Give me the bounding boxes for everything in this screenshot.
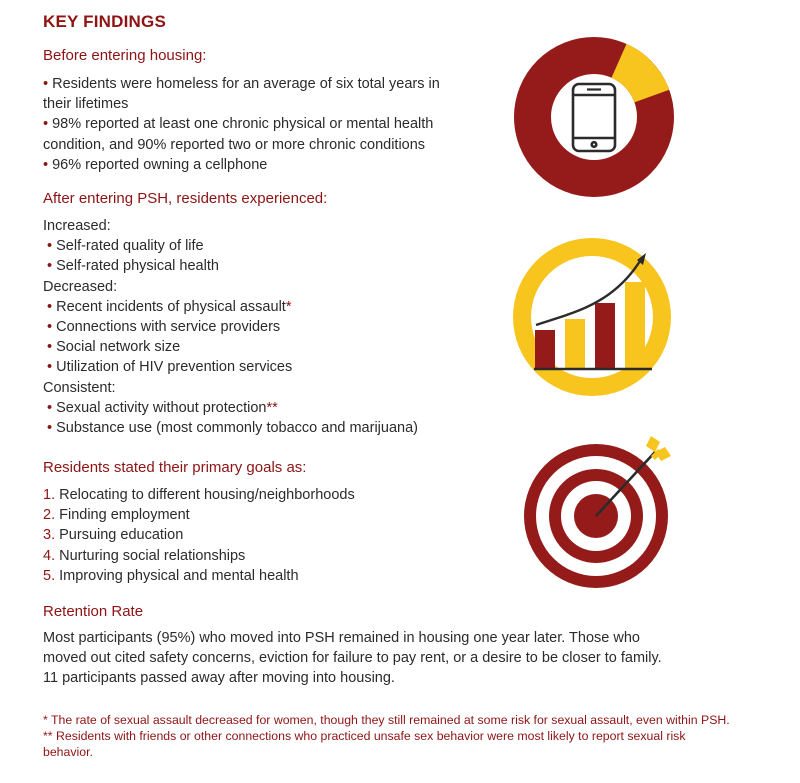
- paragraph-line: 11 participants passed away after moving into housing.: [43, 670, 395, 687]
- paragraph-line: Most participants (95%) who moved into PSH remained in housing one year later. Those who: [43, 630, 640, 646]
- list-item: • Recent incidents of physical assault*: [47, 298, 292, 315]
- chart-bar: [625, 282, 645, 368]
- list-item: • Substance use (most commonly tobacco and marijuana): [47, 420, 418, 437]
- consistent-label: Consistent:: [43, 379, 116, 396]
- list-item: • Self-rated quality of life: [47, 238, 204, 255]
- list-item: • Utilization of HIV prevention services: [47, 359, 293, 376]
- before-list: [43, 74, 440, 175]
- list-item: 4. Nurturing social relationships: [43, 547, 246, 564]
- before-heading: Before entering housing:: [43, 47, 207, 64]
- page-title: KEY FINDINGS: [43, 12, 166, 31]
- list-item: 3. Pursuing education: [43, 527, 184, 544]
- after-heading: After entering PSH, residents experienced:: [43, 190, 328, 207]
- list-item: • Sexual activity without protection**: [47, 399, 278, 416]
- footnote-marker: **: [266, 399, 278, 416]
- donut-remainder-segment: [619, 61, 652, 96]
- list-item: • Self-rated physical health: [47, 258, 219, 275]
- list-item: • 98% reported at least one chronic physical or mental health: [43, 116, 434, 133]
- decreased-label: Decreased:: [43, 278, 118, 295]
- paragraph-line: moved out cited safety concerns, eviction for failure to pay rent, or a desire to be closer to family.: [43, 650, 662, 667]
- chart-bar: [595, 303, 615, 368]
- list-item: their lifetimes: [43, 96, 129, 113]
- footnotes: [43, 712, 783, 760]
- list-item: 5. Improving physical and mental health: [43, 567, 299, 584]
- footnote-2: ** Residents with friends or other connections who practiced unsafe sex behavior were most likely to report sexual risk: [43, 729, 686, 743]
- footnote-1: * The rate of sexual assault decreased for women, though they still remained at some risk for sexual assault, even within PSH.: [43, 713, 730, 727]
- list-item: condition, and 90% reported two or more chronic conditions: [43, 136, 426, 153]
- increased-label: Increased:: [43, 218, 111, 234]
- goals-list: [43, 485, 355, 586]
- list-item: • Connections with service providers: [47, 319, 281, 336]
- chart-bar: [535, 330, 555, 368]
- chart-bar: [565, 319, 585, 368]
- after-list: [43, 216, 418, 438]
- goals-heading: Residents stated their primary goals as:: [43, 459, 307, 476]
- footnote-marker: *: [285, 298, 292, 315]
- cellphone-icon: [573, 84, 615, 151]
- list-item: • Social network size: [47, 339, 181, 356]
- target-arrow-icon: [510, 428, 690, 588]
- footnote-2-cont: behavior.: [43, 745, 93, 759]
- phone-ownership-donut-icon: [514, 37, 674, 197]
- list-item: • Residents were homeless for an average of six total years in: [43, 76, 440, 92]
- rising-bar-chart-icon: [512, 237, 672, 397]
- retention-text: [43, 628, 662, 689]
- list-item: 2. Finding employment: [43, 507, 190, 524]
- list-item: • 96% reported owning a cellphone: [43, 156, 268, 173]
- list-item: 1. Relocating to different housing/neighborhoods: [43, 487, 355, 503]
- retention-heading: Retention Rate: [43, 603, 144, 620]
